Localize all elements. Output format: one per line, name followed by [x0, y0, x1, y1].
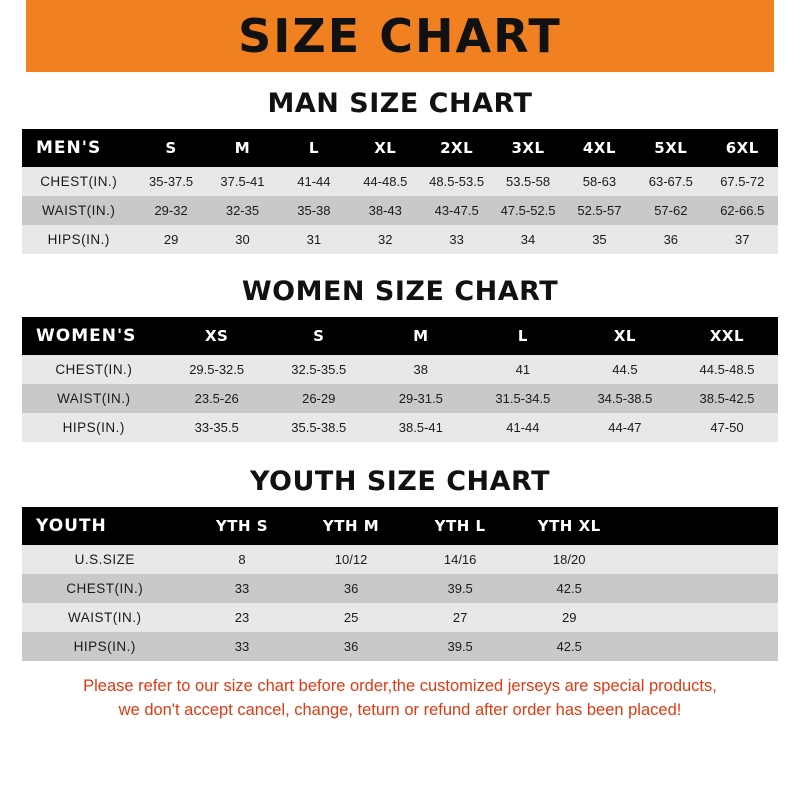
- table-header-row: [22, 129, 778, 167]
- youth-header-label: YOUTH: [22, 507, 187, 545]
- women-header-m: M: [370, 317, 472, 355]
- cell: 33: [187, 574, 296, 603]
- table-row: [22, 355, 778, 384]
- row-label: HIPS(IN.): [22, 632, 187, 661]
- women-header-s: S: [268, 317, 370, 355]
- row-label: WAIST(IN.): [22, 384, 166, 413]
- cell: 38-43: [350, 196, 421, 225]
- cell: 42.5: [515, 574, 624, 603]
- cell: 44.5: [574, 355, 676, 384]
- cell: 29-31.5: [370, 384, 472, 413]
- cell: 25: [297, 603, 406, 632]
- table-row: [22, 603, 778, 632]
- women-table-body: [22, 355, 778, 442]
- header-banner: [0, 0, 800, 72]
- cell: 32: [350, 225, 421, 254]
- cell: 33: [187, 632, 296, 661]
- men-header-2xl: 2XL: [421, 129, 492, 167]
- banner-left-notch: [0, 0, 26, 72]
- row-label: WAIST(IN.): [22, 196, 135, 225]
- footnote: [22, 675, 778, 723]
- table-row: [22, 545, 778, 574]
- cell: 52.5-57: [564, 196, 635, 225]
- youth-table-body: [22, 545, 778, 661]
- table-header-row: [22, 317, 778, 355]
- men-table-head: [22, 129, 778, 167]
- cell: 41-44: [278, 167, 349, 196]
- table-row: [22, 167, 778, 196]
- cell: 29-32: [135, 196, 206, 225]
- cell: 36: [635, 225, 706, 254]
- men-header-s: S: [135, 129, 206, 167]
- table-row: [22, 632, 778, 661]
- women-section-title: WOMEN SIZE CHART: [241, 276, 559, 307]
- cell: 33: [421, 225, 492, 254]
- cell: 26-29: [268, 384, 370, 413]
- cell: 31: [278, 225, 349, 254]
- youth-header-xl: YTH XL: [515, 507, 624, 545]
- cell: [624, 632, 778, 661]
- cell: 34: [492, 225, 563, 254]
- row-label: CHEST(IN.): [22, 574, 187, 603]
- cell: 37.5-41: [207, 167, 278, 196]
- cell: 41-44: [472, 413, 574, 442]
- women-header-xxl: XXL: [676, 317, 778, 355]
- youth-header-blank: [624, 507, 778, 545]
- table-row: [22, 225, 778, 254]
- cell: 14/16: [406, 545, 515, 574]
- cell: 63-67.5: [635, 167, 706, 196]
- cell: 23.5-26: [166, 384, 268, 413]
- table-row: [22, 196, 778, 225]
- cell: 35.5-38.5: [268, 413, 370, 442]
- cell: 36: [297, 574, 406, 603]
- cell: 29: [135, 225, 206, 254]
- cell: [624, 574, 778, 603]
- women-size-table: [22, 317, 778, 442]
- youth-section-title: YOUTH SIZE CHART: [249, 466, 551, 497]
- footnote-line-2: we don't accept cancel, change, teturn or refund after order has been placed!: [118, 700, 682, 719]
- men-header-6xl: 6XL: [707, 129, 778, 167]
- cell: 30: [207, 225, 278, 254]
- youth-table-head: [22, 507, 778, 545]
- table-row: [22, 384, 778, 413]
- footnote-line-1: Please refer to our size chart before order,the customized jerseys are special products,: [83, 677, 717, 695]
- cell: 38.5-42.5: [676, 384, 778, 413]
- men-header-label: MEN'S: [22, 129, 135, 167]
- women-header-xs: XS: [166, 317, 268, 355]
- table-header-row: [22, 507, 778, 545]
- cell: 58-63: [564, 167, 635, 196]
- men-header-3xl: 3XL: [492, 129, 563, 167]
- cell: 67.5-72: [707, 167, 778, 196]
- men-header-l: L: [278, 129, 349, 167]
- cell: 33-35.5: [166, 413, 268, 442]
- men-header-m: M: [207, 129, 278, 167]
- men-header-5xl: 5XL: [635, 129, 706, 167]
- cell: 42.5: [515, 632, 624, 661]
- row-label: CHEST(IN.): [22, 167, 135, 196]
- cell: 39.5: [406, 574, 515, 603]
- cell: [624, 603, 778, 632]
- cell: 37: [707, 225, 778, 254]
- women-header-xl: XL: [574, 317, 676, 355]
- cell: 35-37.5: [135, 167, 206, 196]
- cell: 34.5-38.5: [574, 384, 676, 413]
- cell: 32.5-35.5: [268, 355, 370, 384]
- cell: [624, 545, 778, 574]
- cell: 38: [370, 355, 472, 384]
- row-label: HIPS(IN.): [22, 225, 135, 254]
- men-table-body: [22, 167, 778, 254]
- men-header-4xl: 4XL: [564, 129, 635, 167]
- women-table-head: [22, 317, 778, 355]
- cell: 23: [187, 603, 296, 632]
- youth-header-s: YTH S: [187, 507, 296, 545]
- table-row: [22, 574, 778, 603]
- cell: 44-48.5: [350, 167, 421, 196]
- cell: 18/20: [515, 545, 624, 574]
- cell: 39.5: [406, 632, 515, 661]
- cell: 36: [297, 632, 406, 661]
- men-header-xl: XL: [350, 129, 421, 167]
- row-label: CHEST(IN.): [22, 355, 166, 384]
- cell: 29.5-32.5: [166, 355, 268, 384]
- youth-header-l: YTH L: [406, 507, 515, 545]
- cell: 38.5-41: [370, 413, 472, 442]
- cell: 48.5-53.5: [421, 167, 492, 196]
- cell: 32-35: [207, 196, 278, 225]
- table-row: [22, 413, 778, 442]
- cell: 35-38: [278, 196, 349, 225]
- banner-right-notch: [774, 0, 800, 72]
- men-size-table: [22, 129, 778, 254]
- content-area: [0, 88, 800, 723]
- page-title: SIZE CHART: [238, 9, 562, 63]
- cell: 29: [515, 603, 624, 632]
- women-header-l: L: [472, 317, 574, 355]
- cell: 43-47.5: [421, 196, 492, 225]
- cell: 57-62: [635, 196, 706, 225]
- cell: 47-50: [676, 413, 778, 442]
- youth-size-table: [22, 507, 778, 661]
- men-section-title: MAN SIZE CHART: [267, 88, 533, 119]
- youth-header-m: YTH M: [297, 507, 406, 545]
- cell: 47.5-52.5: [492, 196, 563, 225]
- cell: 44.5-48.5: [676, 355, 778, 384]
- cell: 10/12: [297, 545, 406, 574]
- cell: 35: [564, 225, 635, 254]
- cell: 44-47: [574, 413, 676, 442]
- cell: 53.5-58: [492, 167, 563, 196]
- row-label: HIPS(IN.): [22, 413, 166, 442]
- cell: 8: [187, 545, 296, 574]
- cell: 27: [406, 603, 515, 632]
- cell: 62-66.5: [707, 196, 778, 225]
- row-label: U.S.SIZE: [22, 545, 187, 574]
- cell: 31.5-34.5: [472, 384, 574, 413]
- row-label: WAIST(IN.): [22, 603, 187, 632]
- women-header-label: WOMEN'S: [22, 317, 166, 355]
- cell: 41: [472, 355, 574, 384]
